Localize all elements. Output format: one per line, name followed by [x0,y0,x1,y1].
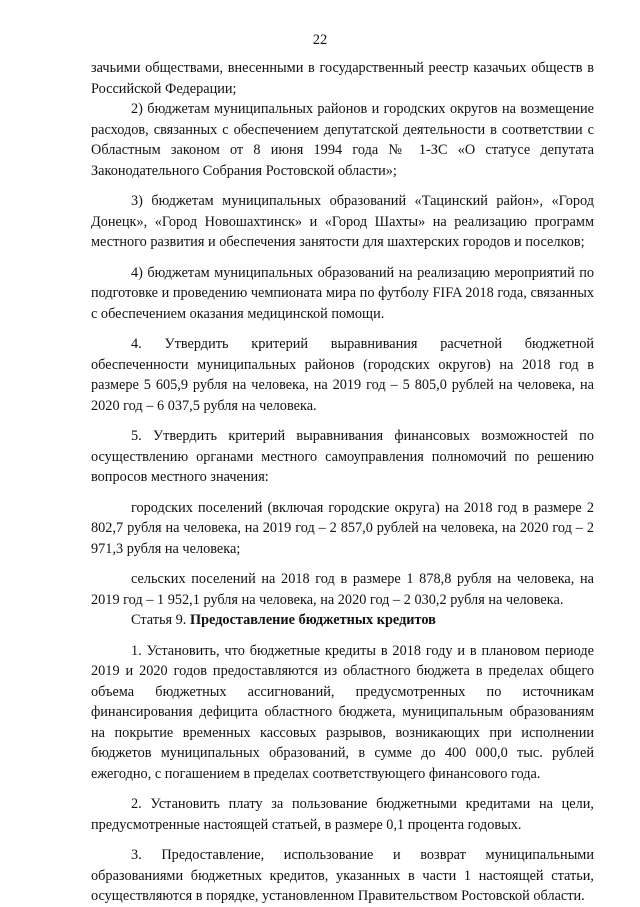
article-title: Предоставление бюджетных кредитов [189,612,436,628]
paragraph-continuation: зачьими обществами, внесенными в государственный реестр казачьих обществ в Российской Федерации; [91,60,594,97]
paragraph-urban-settlements: городских поселений (включая городские округа) на 2018 год в размере 2 802,7 рубля на человека, на 2019 год – 2 857,0 рублей на человека, на 2020 год – 2 971,3 рубля на человека; [91,499,594,557]
paragraph-part-4: 4. Утвердить критерий выравнивания расчетной бюджетной обеспеченности муниципальных районов (городских округов) на 2018 год в размере 5 605,9 рубля на человека, на 2019 год – 5 805,0 рублей на человека, на 2020 год – 6 037,5 рубля на человека. [91,336,594,414]
paragraph-item-3: 3) бюджетам муниципальных образований «Тацинский район», «Город Донецк», «Город Новошахтинск» и «Город Шахты» на реализацию программ местного развития и обеспечения занятости для шахтерских городов и поселков; [91,193,594,250]
paragraph-rural-settlements: сельских поселений на 2018 год в размере 1 878,8 рубля на человека, на 2019 год – 1 952,1 рубля на человека, на 2020 год – 2 030,2 рубля на человека. [91,571,594,608]
page-number: 22 [312,32,328,48]
paragraph-article9-part-1: 1. Установить, что бюджетные кредиты в 2018 году и в плановом периоде 2019 и 2020 годов предоставляются из областного бюджета в пределах общего объема бюджетных ассигнований, предусмотренных по источникам финансирования дефицита областного бюджета, муниципальным образованиям на покрытие временных кассовых разрывов, возникающих при исполнении бюджетов муниципальных образований, в сумме до 400 000,0 тыс. рублей ежегодно, с погашением в пределах соответствующего финансового года. [91,642,594,782]
paragraph-part-5: 5. Утвердить критерий выравнивания финансовых возможностей по осуществлению органами местного самоуправления полномочий по решению вопросов местного значения: [91,428,594,485]
paragraph-item-2: 2) бюджетам муниципальных районов и городских округов на возмещение расходов, связанных с обеспечением депутатской деятельности в соответствии с Областным законом от 8 июня 1994 года № 1-ЗС «О статусе депутата Законодательного Собрания Ростовской области»; [91,101,594,179]
paragraph-article9-part-2: 2. Установить плату за пользование бюджетными кредитами на цели, предусмотренные настоящей статьей, в размере 0,1 процента годовых. [91,796,594,833]
document-body [91,58,594,907]
article-prefix: Статья 9. [131,612,190,628]
article-heading [91,610,594,631]
paragraph-item-4: 4) бюджетам муниципальных образований на реализацию мероприятий по подготовке и проведению чемпионата мира по футболу FIFA 2018 года, связанных с обеспечением оказания медицинской помощи. [91,264,594,322]
paragraph-article9-part-3: 3. Предоставление, использование и возврат муниципальными образованиями бюджетных кредитов, указанных в части 1 настоящей статьи, осуществляются в порядке, установленном Правительством Ростовской области. [91,847,594,904]
